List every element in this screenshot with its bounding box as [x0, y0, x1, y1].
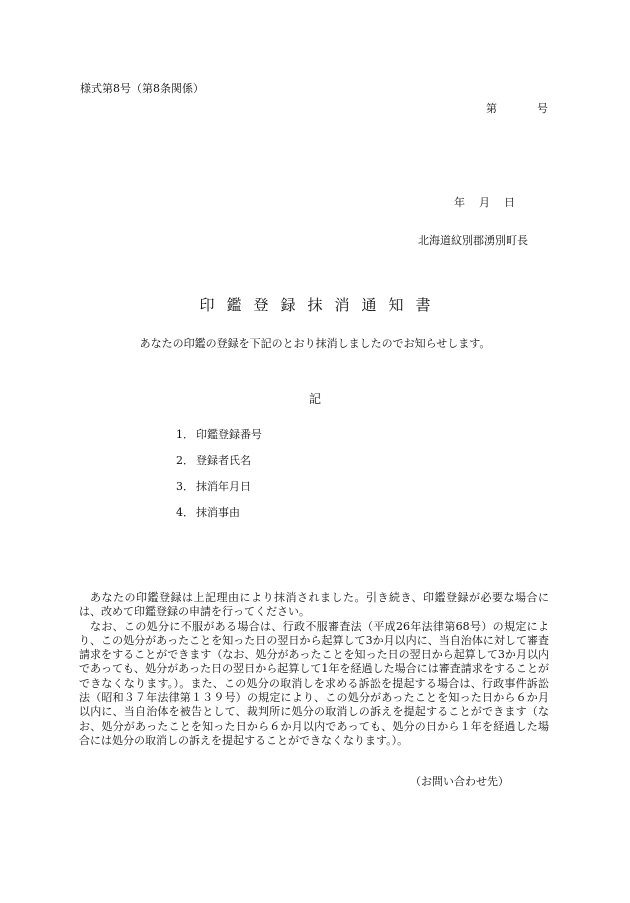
- document-title: 印鑑登録抹消通知書: [199, 296, 443, 314]
- item-number: 3．: [176, 480, 194, 493]
- item-number: 1．: [176, 428, 194, 441]
- ki-heading: 記: [308, 392, 321, 406]
- date-month: 月: [479, 196, 490, 209]
- list-item: [176, 480, 262, 506]
- body-text: [79, 591, 549, 748]
- doc-number-prefix: 第: [486, 102, 497, 115]
- item-label: 印鑑登録番号: [196, 428, 262, 441]
- list-item: [176, 428, 262, 454]
- doc-number-suffix: 号: [537, 102, 548, 115]
- date-day: 日: [504, 196, 515, 209]
- item-list: [176, 428, 262, 532]
- contact-label: （お問い合わせ先）: [410, 775, 509, 788]
- issuer-name: 北海道紋別郡湧別町長: [418, 234, 528, 247]
- body-paragraph-1: あなたの印鑑登録は上記理由により抹消されました。引き続き、印鑑登録が必要な場合には、改めて印鑑登録の申請を行ってください。: [79, 591, 549, 619]
- item-number: 4．: [176, 506, 194, 519]
- item-label: 抹消事由: [196, 506, 240, 519]
- list-item: [176, 454, 262, 480]
- issue-date: [454, 194, 515, 210]
- body-paragraph-2: なお、この処分に不服がある場合は、行政不服審査法（平成26年法律第68号）の規定により、この処分があったことを知った日の翌日から起算して3か月以内に、当自治体に対して審査請求をすることができます（なお、処分があったことを知った日の翌日から起算して3か月以内であっても、処分があった日の翌日から起算して1年を経過した場合には審査請求をすることができなくなります。）。また、この処分の取消しを求める訴訟を提起する場合は、行政事件訴訟法（昭和３７年法律第１３９号）の規定により、この処分があったことを知った日から６か月以内に、当自治体を被告として、裁判所に処分の取消しの訴えを提起することができます（なお、処分があったことを知った日から６か月以内であっても、処分の日から１年を経過した場合には処分の取消しの訴えを提起することができなくなります。）。: [79, 619, 549, 747]
- date-year: 年: [454, 196, 465, 209]
- item-label: 抹消年月日: [196, 480, 251, 493]
- item-number: 2．: [176, 454, 194, 467]
- intro-text: あなたの印鑑の登録を下記のとおり抹消しましたのでお知らせします。: [139, 337, 491, 350]
- document-number: [486, 100, 548, 116]
- item-label: 登録者氏名: [196, 454, 251, 467]
- list-item: [176, 506, 262, 532]
- form-number: 様式第8号（第8条関係）: [80, 82, 204, 95]
